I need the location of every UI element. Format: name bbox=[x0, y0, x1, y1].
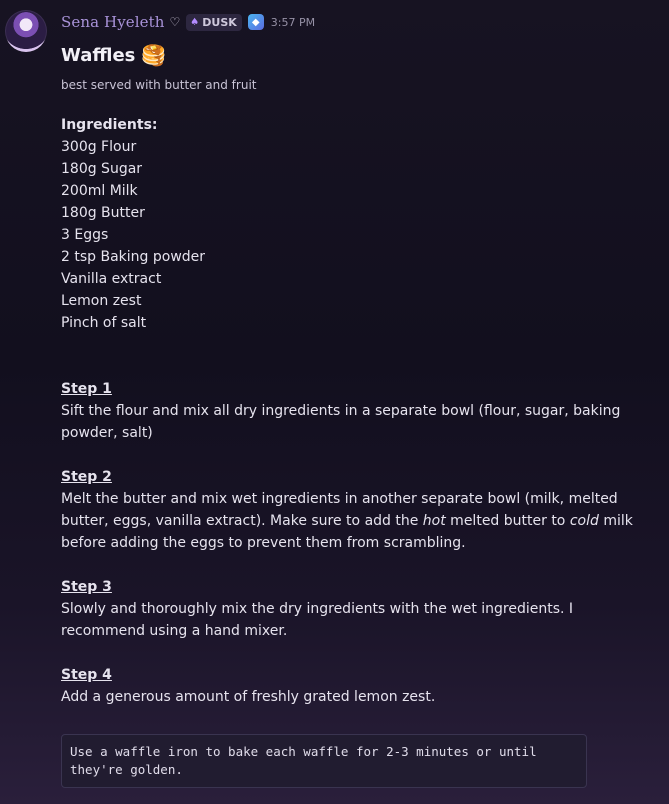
step-text-part: melted butter to bbox=[445, 513, 570, 529]
inline-code-block: Use a waffle iron to bake each waffle for 2-3 minutes or until they're golden. bbox=[61, 734, 587, 788]
flame-icon: ♠ bbox=[190, 16, 200, 28]
step-title: Step 4 bbox=[61, 667, 112, 683]
app-badge-icon[interactable]: ◆ bbox=[248, 14, 264, 30]
step-text bbox=[61, 488, 661, 554]
recipe-subtitle: best served with butter and fruit bbox=[61, 78, 257, 92]
step-text: Sift the flour and mix all dry ingredients in a separate bowl (flour, sugar, baking powder, salt) bbox=[61, 403, 621, 441]
step-text-part: Melt the butter and mix wet ingredients in another separate bowl (milk, melted butter, eggs, vanilla extract). Make sure to add the bbox=[61, 491, 618, 529]
server-tag-label: DUSK bbox=[202, 15, 237, 29]
step-title: Step 3 bbox=[61, 579, 112, 595]
step-1 bbox=[61, 378, 661, 444]
step-3 bbox=[61, 576, 661, 642]
recipe-title bbox=[61, 40, 661, 70]
step-text-part: milk before adding the eggs to prevent them from scrambling. bbox=[61, 513, 633, 551]
step-title: Step 2 bbox=[61, 469, 112, 485]
emphasis-cold: cold bbox=[569, 513, 599, 529]
ingredient-item: 180g Sugar bbox=[61, 161, 143, 177]
step-text: Slowly and thoroughly mix the dry ingredients with the wet ingredients. I recommend using a hand mixer. bbox=[61, 601, 574, 639]
step-title: Step 1 bbox=[61, 381, 112, 397]
ingredient-item: 2 tsp Baking powder bbox=[61, 249, 206, 265]
message-header bbox=[61, 10, 315, 34]
pancakes-emoji-icon: 🥞 bbox=[141, 43, 167, 67]
heart-icon: ♡ bbox=[169, 15, 181, 29]
step-text: Add a generous amount of freshly grated lemon zest. bbox=[61, 689, 436, 705]
step-2 bbox=[61, 466, 661, 554]
username[interactable]: Sena Hyeleth bbox=[61, 13, 165, 31]
ingredient-item: 200ml Milk bbox=[61, 183, 138, 199]
step-4 bbox=[61, 664, 661, 708]
emphasis-hot: hot bbox=[422, 513, 446, 529]
ingredients-list bbox=[61, 136, 661, 334]
timestamp[interactable]: 3:57 PM bbox=[270, 15, 316, 29]
ingredient-item: Vanilla extract bbox=[61, 271, 162, 287]
ingredient-item: Pinch of salt bbox=[61, 315, 147, 331]
message-content bbox=[61, 40, 661, 788]
ingredient-item: 180g Butter bbox=[61, 205, 145, 221]
ingredients-heading: Ingredients: bbox=[61, 117, 158, 133]
server-tag[interactable] bbox=[186, 14, 241, 31]
ingredient-item: 3 Eggs bbox=[61, 227, 109, 243]
avatar[interactable] bbox=[5, 10, 47, 52]
ingredient-item: 300g Flour bbox=[61, 139, 137, 155]
ingredient-item: Lemon zest bbox=[61, 293, 142, 309]
recipe-title-text: Waffles bbox=[61, 44, 136, 66]
